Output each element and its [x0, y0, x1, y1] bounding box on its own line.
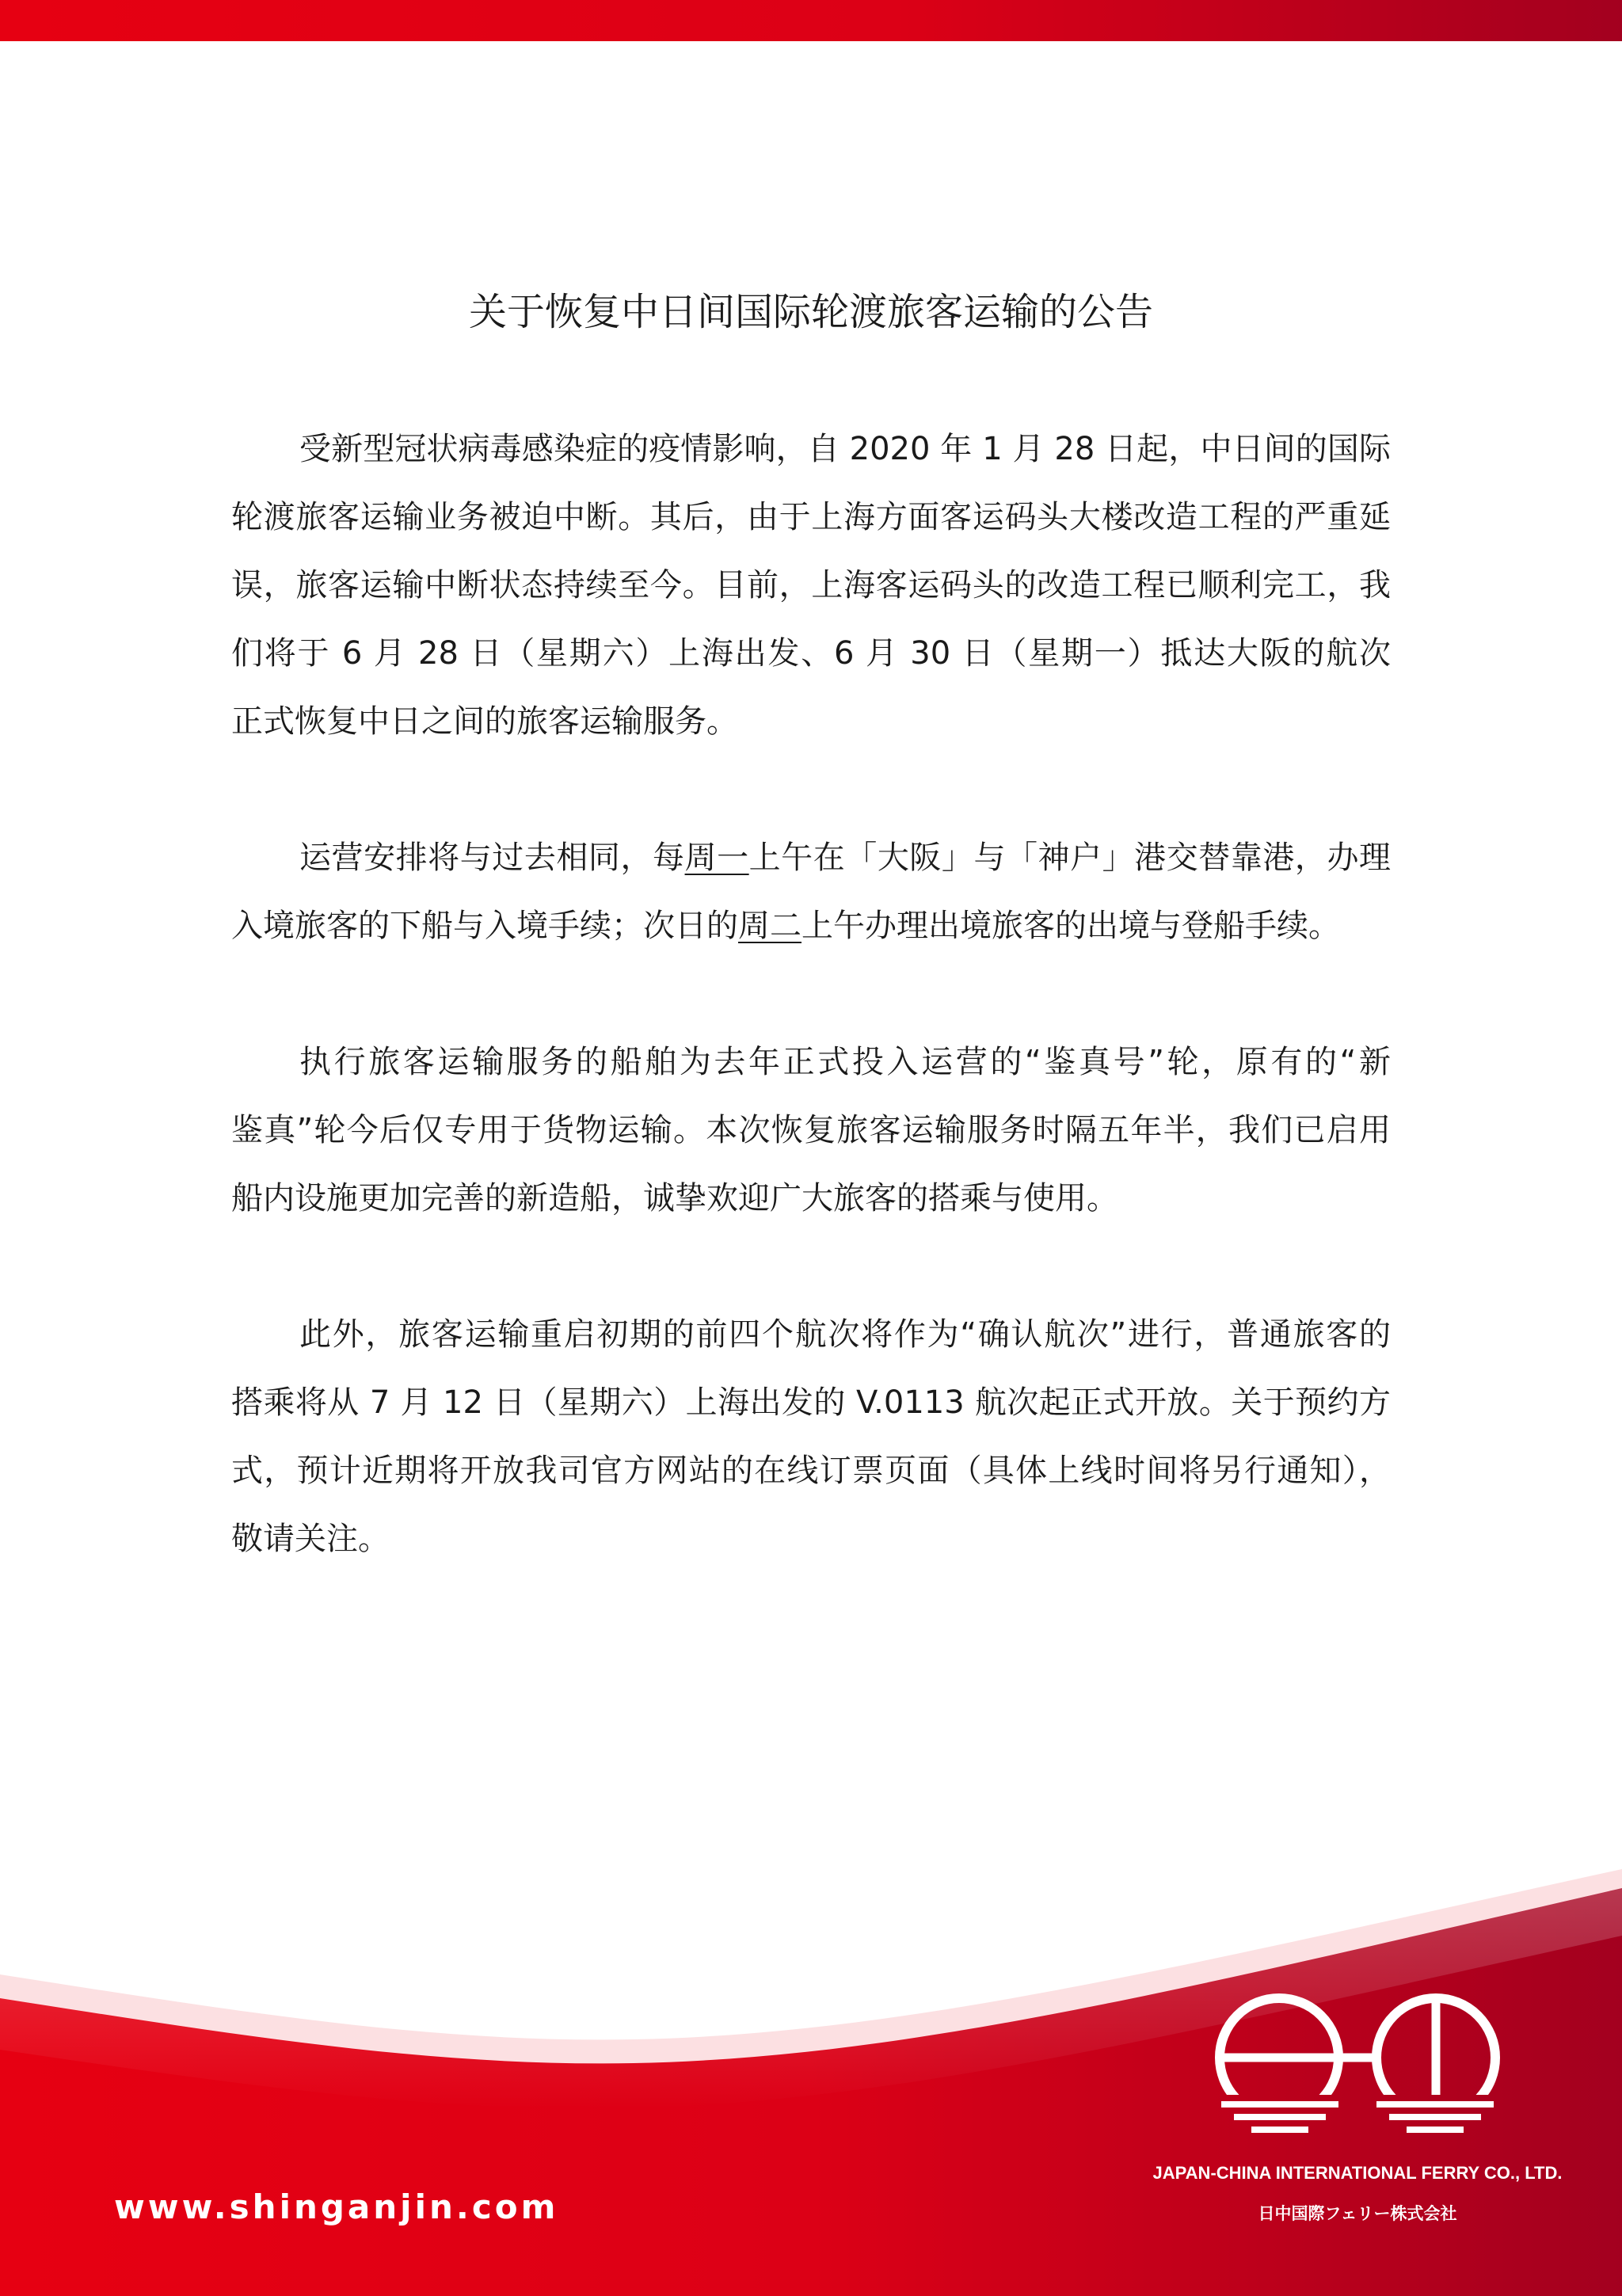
- top-red-bar: [0, 0, 1622, 41]
- company-name-english: JAPAN-CHINA INTERNATIONAL FERRY CO., LTD.: [1152, 2163, 1563, 2183]
- paragraph-line: 执行旅客运输服务的船舶为去年正式投入运营的“鉴真号”轮，原有的“新: [299, 1044, 1391, 1080]
- paragraph-line: 正式恢复中日之间的旅客运输服务。: [231, 703, 738, 740]
- line-text: 上午办理出境旅客的出境与登船手续。: [801, 908, 1340, 944]
- paragraph-line: 轮渡旅客运输业务被迫中断。其后，由于上海方面客运码头大楼改造工程的严重延: [231, 499, 1391, 535]
- paragraph-line: 受新型冠状病毒感染症的疫情影响，自 2020 年 1 月 28 日起，中日间的国际: [299, 431, 1391, 467]
- paragraph-operation-schedule: [231, 824, 1391, 960]
- paragraph-line: [231, 824, 1391, 892]
- paragraph-line: 鉴真”轮今后仅专用于货物运输。本次恢复旅客运输服务时隔五年半，我们已启用: [231, 1112, 1391, 1148]
- line-text: 入境旅客的下船与入境手续；次日的: [231, 908, 738, 944]
- logo-water-lines: [1221, 2104, 1494, 2130]
- line-text: 上午在「大阪」与「神户」港交替靠港，办理: [748, 840, 1391, 876]
- underlined-weekday: 周二: [738, 908, 801, 944]
- paragraph-booking-info: [231, 1300, 1391, 1573]
- notice-title: 关于恢复中日间国际轮渡旅客运输的公告: [468, 290, 1153, 334]
- company-name-japanese: 日中国際フェリー株式会社: [1258, 2205, 1457, 2223]
- paragraph-line: 式，预计近期将开放我司官方网站的在线订票页面（具体上线时间将另行通知），: [231, 1453, 1391, 1489]
- paragraph-line: 敬请关注。: [231, 1521, 390, 1557]
- underlined-weekday: 周一: [684, 840, 749, 876]
- line-text: 运营安排将与过去相同，每: [299, 840, 685, 876]
- paragraph-line: 船内设施更加完善的新造船，诚挚欢迎广大旅客的搭乘与使用。: [231, 1180, 1118, 1217]
- paragraph-line: 此外，旅客运输重启初期的前四个航次将作为“确认航次”进行，普通旅客的: [299, 1316, 1391, 1353]
- paragraph-line: 们将于 6 月 28 日（星期六）上海出发、6 月 30 日（星期一）抵达大阪的航次: [231, 635, 1391, 672]
- notice-body: [231, 415, 1391, 1641]
- paragraph-service-suspension: [231, 415, 1391, 756]
- paragraph-vessel-info: [231, 1028, 1391, 1232]
- paragraph-line: 误，旅客运输中断状态持续至今。目前，上海客运码头的改造工程已顺利完工，我: [231, 567, 1391, 604]
- paragraph-line: 搭乘将从 7 月 12 日（星期六）上海出发的 V.0113 航次起正式开放。关于预约方: [231, 1384, 1391, 1421]
- website-url: www.shinganjin.com: [114, 2187, 559, 2226]
- paragraph-line: [231, 892, 1391, 960]
- ferry-company-logo-icon: [1215, 1993, 1500, 2144]
